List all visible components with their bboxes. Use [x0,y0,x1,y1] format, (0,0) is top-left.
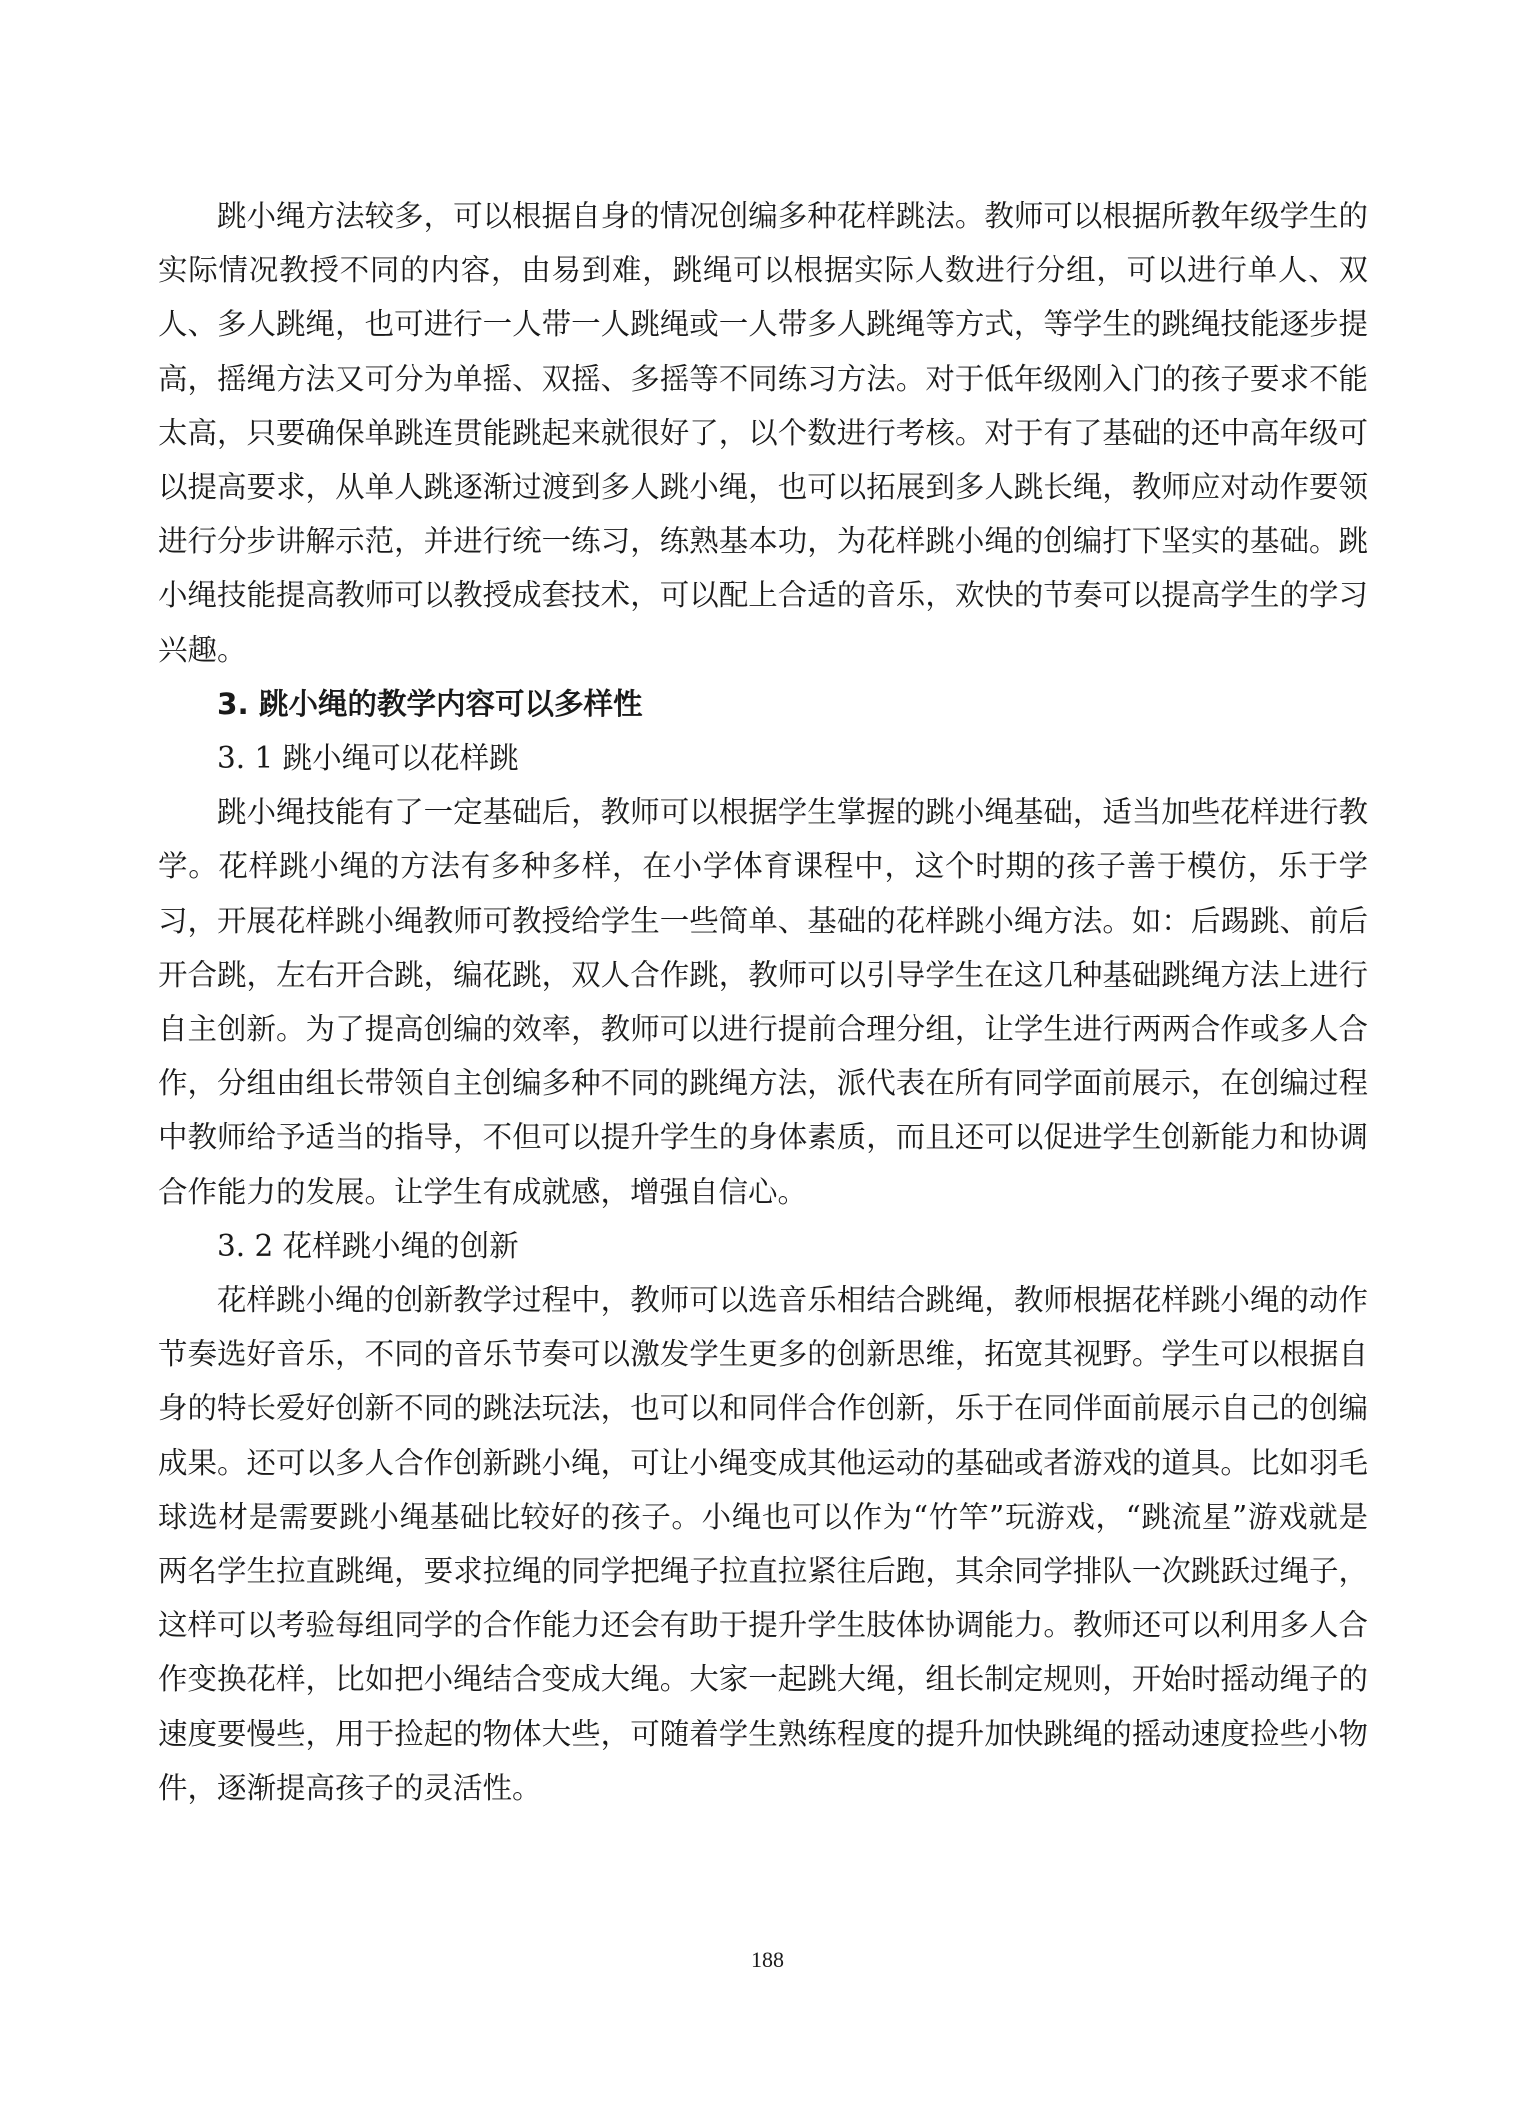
page-number: 188 [751,1947,784,1972]
paragraph-innovation: 花样跳小绳的创新教学过程中，教师可以选音乐相结合跳绳，教师根据花样跳小绳的动作节奏选好音乐，不同的音乐节奏可以激发学生更多的创新思维，拓宽其视野。学生可以根据自身的特长爱好创新不同的跳法玩法，也可以和同伴合作创新，乐于在同伴面前展示自己的创编成果。还可以多人合作创新跳小绳，可让小绳变成其他运动的基础或者游戏的道具。比如羽毛球选材是需要跳小绳基础比较好的孩子。小绳也可以作为“竹竿”玩游戏，“跳流星”游戏就是两名学生拉直跳绳，要求拉绳的同学把绳子拉直拉紧往后跑，其余同学排队一次跳跃过绳子，这样可以考验每组同学的合作能力还会有助于提升学生肢体协调能力。教师还可以利用多人合作变换花样，比如把小绳结合变成大绳。大家一起跳大绳，组长制定规则，开始时摇动绳子的速度要慢些，用于捡起的物体大些，可随着学生熟练程度的提升加快跳绳的摇动速度捡些小物件，逐渐提高孩子的灵活性。 [158,1283,1368,1805]
subsection-heading-3-2: 3. 2 花样跳小绳的创新 [217,1228,519,1263]
section-heading-3: 3. 跳小绳的教学内容可以多样性 [217,686,643,721]
paragraph-fancy-jumping: 跳小绳技能有了一定基础后，教师可以根据学生掌握的跳小绳基础，适当加些花样进行教学。花样跳小绳的方法有多种多样，在小学体育课程中，这个时期的孩子善于模仿，乐于学习，开展花样跳小绳教师可教授给学生一些简单、基础的花样跳小绳方法。如：后踢跳、前后开合跳，左右开合跳，编花跳，双人合作跳，教师可以引导学生在这几种基础跳绳方法上进行自主创新。为了提高创编的效率，教师可以进行提前合理分组，让学生进行两两合作或多人合作，分组由组长带领自主创编多种不同的跳绳方法，派代表在所有同学面前展示，在创编过程中教师给予适当的指导，不但可以提升学生的身体素质，而且还可以促进学生创新能力和协调合作能力的发展。让学生有成就感，增强自信心。 [158,795,1368,1209]
paragraph-rope-methods: 跳小绳方法较多，可以根据自身的情况创编多种花样跳法。教师可以根据所教年级学生的实际情况教授不同的内容，由易到难，跳绳可以根据实际人数进行分组，可以进行单人、双人、多人跳绳，也可进行一人带一人跳绳或一人带多人跳绳等方式，等学生的跳绳技能逐步提高，摇绳方法又可分为单摇、双摇、多摇等不同练习方法。对于低年级刚入门的孩子要求不能太高，只要确保单跳连贯能跳起来就很好了，以个数进行考核。对于有了基础的还中高年级可以提高要求，从单人跳逐渐过渡到多人跳小绳，也可以拓展到多人跳长绳，教师应对动作要领进行分步讲解示范，并进行统一练习，练熟基本功，为花样跳小绳的创编打下坚实的基础。跳小绳技能提高教师可以教授成套技术，可以配上合适的音乐，欢快的节奏可以提高学生的学习兴趣。 [158,199,1368,667]
subsection-heading-3-1: 3. 1 跳小绳可以花样跳 [217,741,519,776]
page-body [158,189,1368,1815]
